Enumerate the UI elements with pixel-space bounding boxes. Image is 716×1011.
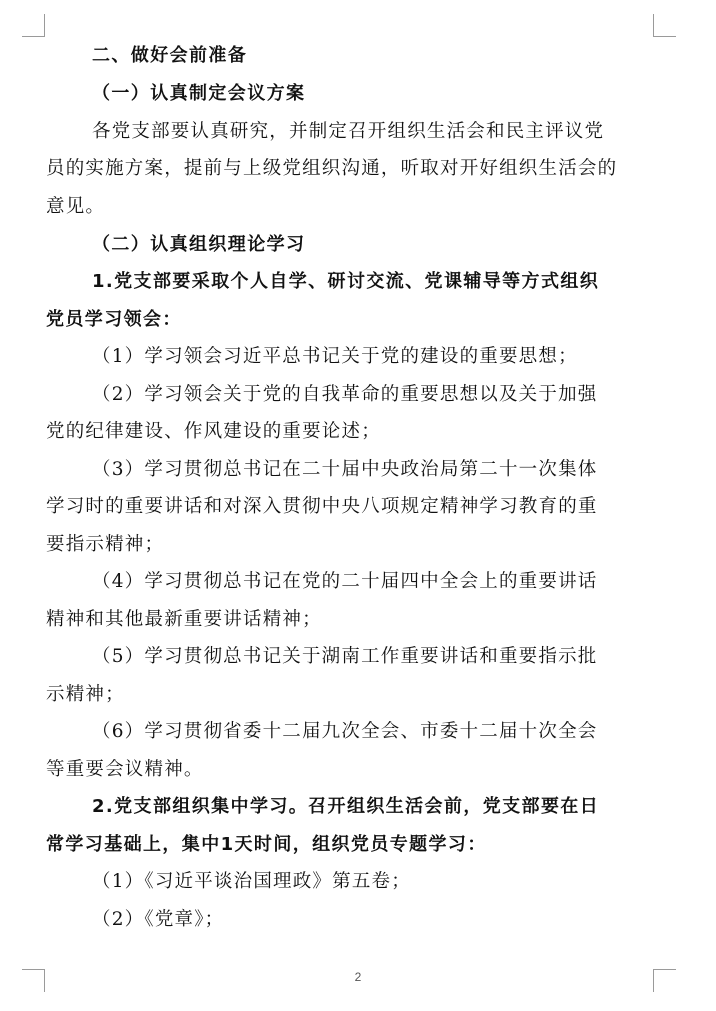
list-item: （6）学习贯彻省委十二届九次全会、市委十二届十次全会 xyxy=(92,721,598,742)
paragraph-line: 各党支部要认真研究，并制定召开组织生活会和民主评议党 xyxy=(92,121,605,142)
list-item: （4）学习贯彻总书记在党的二十届四中全会上的重要讲话 xyxy=(92,571,598,592)
list-item-cont: 精神和其他最新重要讲话精神； xyxy=(46,609,322,630)
list-item-cont: 学习时的重要讲话和对深入贯彻中央八项规定精神学习教育的重 xyxy=(46,496,598,517)
item-heading-1: 1.党支部要采取个人自学、研讨交流、党课辅导等方式组织 xyxy=(92,271,600,292)
paragraph-line: 员的实施方案，提前与上级党组织沟通，听取对开好组织生活会的 xyxy=(46,158,618,179)
item-heading-2-cont: 常学习基础上，集中1天时间，组织党员专题学习： xyxy=(46,834,487,855)
list-item: （2）学习领会关于党的自我革命的重要思想以及关于加强 xyxy=(92,384,598,405)
list-item: （1）《习近平谈治国理政》第五卷； xyxy=(92,871,411,892)
list-item: （2）《党章》； xyxy=(92,909,225,930)
list-item-cont: 党的纪律建设、作风建设的重要论述； xyxy=(46,421,381,442)
list-item: （1）学习领会习近平总书记关于党的建设的重要思想； xyxy=(92,346,578,367)
list-item-cont: 示精神； xyxy=(46,684,125,705)
item-heading-1-cont: 党员学习领会： xyxy=(46,309,182,330)
page-number: 2 xyxy=(354,970,362,984)
subsection-heading-2: （二）认真组织理论学习 xyxy=(92,234,306,255)
corner-mark-top-right xyxy=(653,14,676,37)
corner-mark-top-left xyxy=(22,14,45,37)
section-heading: 二、做好会前准备 xyxy=(92,45,248,66)
list-item: （3）学习贯彻总书记在二十届中央政治局第二十一次集体 xyxy=(92,459,598,480)
list-item-cont: 要指示精神； xyxy=(46,534,165,555)
item-heading-2: 2.党支部组织集中学习。召开组织生活会前，党支部要在日 xyxy=(92,796,600,817)
subsection-heading-1: （一）认真制定会议方案 xyxy=(92,83,306,104)
paragraph-line: 意见。 xyxy=(46,196,106,217)
list-item: （5）学习贯彻总书记关于湖南工作重要讲话和重要指示批 xyxy=(92,646,598,667)
list-item-cont: 等重要会议精神。 xyxy=(46,759,204,780)
